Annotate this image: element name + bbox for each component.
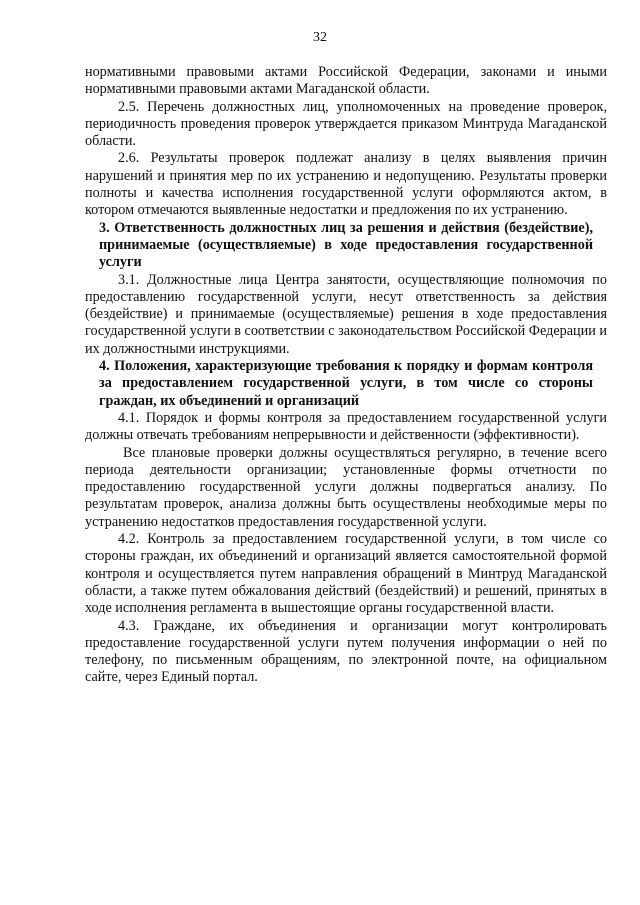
paragraph-4-2: 4.2. Контроль за предоставлением государственной услуги, в том числе со стороны граждан, их объединений и организаций является самостоятельной формой контроля и осуществляется путем направления обращений в Минтруд Магаданской области, а также путем обжалования действий (бездействий) и решений, принятых в ходе исполнения регламента в вышестоящие органы государственной власти. (85, 531, 607, 617)
section-3-heading: 3. Ответственность должностных лиц за решения и действия (бездействие), принимаемые (осуществляемые) в ходе предоставления государственной услуги (99, 219, 593, 271)
paragraph-continuation: нормативными правовыми актами Российской Федерации, законами и иными нормативными правовыми актами Магаданской области. (85, 64, 607, 98)
document-body (85, 64, 607, 687)
paragraph-3-1: 3.1. Должностные лица Центра занятости, осуществляющие полномочия по предоставлению государственной услуги, несут ответственность за действия (бездействие) и принимаемые (осуществляемые) решения в ходе предоставления государственной услуги в соответствии с законодательством Российской Федерации и их должностными инструкциями. (85, 271, 607, 357)
section-4-heading: 4. Положения, характеризующие требования к порядку и формам контроля за предоставлением государственной услуги, в том числе со стороны граждан, их объединений и организаций (99, 358, 593, 409)
paragraph-planned-checks: Все плановые проверки должны осуществляться регулярно, в течение всего периода деятельности организации; установленные формы отчетности по предоставлению государственной услуги должны подвергаться анализу. По результатам проверок, анализа должны быть осуществлены необходимые меры по устранению недостатков предоставления государственной услуги. (85, 444, 607, 530)
paragraph-2-5: 2.5. Перечень должностных лиц, уполномоченных на проведение проверок, периодичность проведения проверок утверждается приказом Минтруда Магаданской области. (85, 98, 607, 150)
paragraph-2-6: 2.6. Результаты проверок подлежат анализу в целях выявления причин нарушений и принятия мер по их устранению и недопущению. Результаты проверки полноты и качества исполнения государственной услуги оформляются актом, в котором отмечаются выявленные недостатки и предложения по их устранению. (85, 150, 607, 219)
paragraph-4-1: 4.1. Порядок и формы контроля за предоставлением государственной услуги должны отвечать требованиям непрерывности и действенности (эффективности). (85, 409, 607, 444)
paragraph-4-3: 4.3. Граждане, их объединения и организации могут контролировать предоставление государственной услуги путем получения информации о ней по телефону, по письменным обращениям, по электронной почте, на официальном сайте, через Единый портал. (85, 617, 607, 686)
page-number: 32 (313, 30, 327, 45)
